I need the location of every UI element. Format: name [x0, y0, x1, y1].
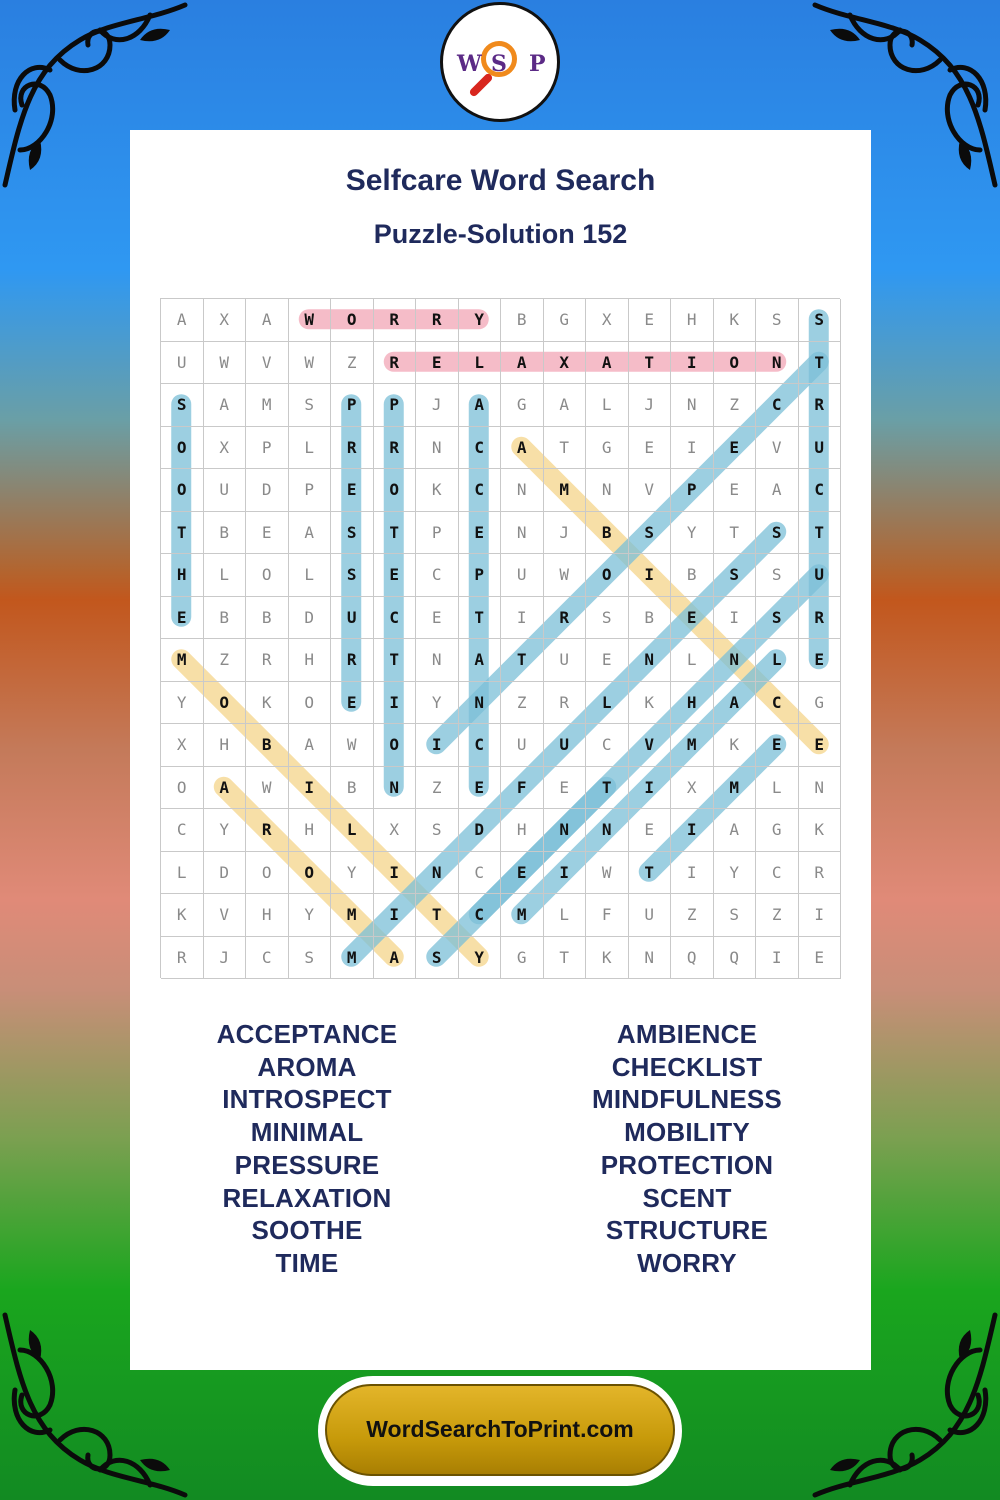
word-list-item: MOBILITY [624, 1117, 750, 1148]
word-list-item: PRESSURE [234, 1149, 380, 1180]
grid-cell[interactable]: O [586, 554, 629, 597]
grid-cell[interactable]: N [756, 342, 799, 385]
grid-cell[interactable]: L [331, 809, 374, 852]
grid-cell[interactable]: A [204, 767, 247, 810]
grid-cell[interactable]: H [671, 299, 714, 342]
grid-cell[interactable]: N [544, 809, 587, 852]
logo-letter-w: W [457, 51, 482, 77]
grid-cell[interactable]: T [501, 639, 544, 682]
grid-cell[interactable]: O [289, 852, 332, 895]
grid-cell[interactable]: L [459, 342, 502, 385]
grid-cell[interactable]: O [331, 299, 374, 342]
grid-cell[interactable]: E [799, 937, 842, 980]
grid-cell[interactable]: E [416, 342, 459, 385]
grid-cell[interactable]: N [799, 767, 842, 810]
grid-cell[interactable]: C [756, 384, 799, 427]
grid-cell[interactable]: S [714, 894, 757, 937]
grid-cell[interactable]: L [544, 894, 587, 937]
grid-cell[interactable]: P [289, 469, 332, 512]
grid-cell[interactable]: E [374, 554, 417, 597]
grid-cell[interactable]: G [544, 299, 587, 342]
word-search-board [160, 298, 840, 978]
grid-cell[interactable]: I [416, 724, 459, 767]
grid-cell[interactable]: B [204, 597, 247, 640]
grid-cell[interactable]: S [756, 299, 799, 342]
grid-cell[interactable]: L [161, 852, 204, 895]
grid-cell[interactable]: E [799, 639, 842, 682]
grid-cell[interactable]: T [586, 767, 629, 810]
grid-cell[interactable]: Y [671, 512, 714, 555]
grid-cell[interactable]: I [629, 554, 672, 597]
grid-cell[interactable]: Z [501, 682, 544, 725]
grid-cell[interactable]: R [799, 597, 842, 640]
grid-cell[interactable]: D [459, 809, 502, 852]
grid-cell[interactable]: B [501, 299, 544, 342]
grid-cell[interactable]: R [544, 682, 587, 725]
grid-cell[interactable]: T [374, 512, 417, 555]
grid-cell[interactable]: N [416, 852, 459, 895]
grid-cell[interactable]: A [459, 384, 502, 427]
word-list-item: AMBIENCE [616, 1019, 758, 1049]
grid-cell[interactable]: N [586, 809, 629, 852]
grid-cell[interactable]: E [161, 597, 204, 640]
grid-cell[interactable]: B [629, 597, 672, 640]
grid-cell[interactable]: U [161, 342, 204, 385]
page-title: Selfcare Word Search [345, 164, 656, 197]
grid-cell[interactable]: M [544, 469, 587, 512]
grid-cell[interactable]: C [374, 597, 417, 640]
logo-letter-p: P [529, 51, 546, 77]
grid-cell[interactable]: T [799, 342, 842, 385]
grid-cell[interactable]: N [671, 384, 714, 427]
grid-cell[interactable]: O [246, 852, 289, 895]
grid-cell[interactable]: E [416, 597, 459, 640]
grid-cell[interactable]: E [246, 512, 289, 555]
grid-cell[interactable]: K [799, 809, 842, 852]
grid-cell[interactable]: N [501, 469, 544, 512]
grid-cell[interactable]: E [629, 809, 672, 852]
grid-cell[interactable]: O [714, 342, 757, 385]
word-list-item: WORRY [637, 1247, 737, 1278]
grid-cell[interactable]: P [671, 469, 714, 512]
grid-cell[interactable]: Z [331, 342, 374, 385]
grid-cell[interactable]: C [459, 894, 502, 937]
grid-cell[interactable]: O [246, 554, 289, 597]
grid-cell[interactable]: K [714, 724, 757, 767]
grid-cell[interactable]: F [586, 894, 629, 937]
grid-cell[interactable]: E [459, 767, 502, 810]
grid-cell[interactable]: L [289, 554, 332, 597]
logo-letter-s: S [491, 51, 507, 77]
word-list-left-column [122, 1018, 492, 1280]
grid-cell[interactable]: A [714, 809, 757, 852]
grid-cell[interactable]: I [374, 894, 417, 937]
word-list-item: RELAXATION [222, 1182, 392, 1213]
grid-cell[interactable]: R [374, 299, 417, 342]
grid-cell[interactable]: C [756, 682, 799, 725]
grid-cell[interactable]: Q [714, 937, 757, 980]
grid-cell[interactable]: C [459, 852, 502, 895]
grid-cell[interactable]: A [714, 682, 757, 725]
grid-cell[interactable]: W [204, 342, 247, 385]
grid-cell[interactable]: Y [714, 852, 757, 895]
word-list-item: MINDFULNESS [592, 1084, 782, 1115]
grid-cell[interactable]: S [756, 554, 799, 597]
site-link-label: WordSearchToPrint.com [366, 1416, 634, 1442]
grid-cell[interactable]: F [501, 767, 544, 810]
grid-cell[interactable]: X [374, 809, 417, 852]
grid-cell[interactable]: Y [289, 894, 332, 937]
grid-cell[interactable]: H [289, 809, 332, 852]
grid-cell[interactable]: A [289, 512, 332, 555]
grid-cell[interactable]: Y [331, 852, 374, 895]
grid-cell[interactable]: T [416, 894, 459, 937]
grid-cell[interactable]: C [459, 724, 502, 767]
page-subtitle: Puzzle-Solution 152 [373, 219, 628, 249]
grid-cell[interactable]: T [629, 852, 672, 895]
grid-cell[interactable]: I [544, 852, 587, 895]
grid-cell[interactable]: E [331, 682, 374, 725]
grid-cell[interactable]: E [714, 427, 757, 470]
grid-cell[interactable]: K [416, 469, 459, 512]
grid-cell[interactable]: N [416, 427, 459, 470]
grid-cell[interactable]: V [756, 427, 799, 470]
grid-cell[interactable]: N [416, 639, 459, 682]
grid-cell[interactable]: U [799, 427, 842, 470]
grid-cell[interactable]: H [161, 554, 204, 597]
grid-cell[interactable]: U [204, 469, 247, 512]
site-logo[interactable] [440, 2, 560, 122]
puzzle-card [130, 130, 871, 1370]
grid-cell[interactable]: S [756, 597, 799, 640]
grid-cell[interactable]: K [629, 682, 672, 725]
grid-cell[interactable]: L [756, 767, 799, 810]
grid-cell[interactable]: N [714, 639, 757, 682]
grid-cell[interactable]: I [756, 937, 799, 980]
grid-cell[interactable]: W [289, 342, 332, 385]
grid-cell[interactable]: A [374, 937, 417, 980]
word-list-item: INTROSPECT [222, 1084, 392, 1115]
grid-cell[interactable]: U [799, 554, 842, 597]
grid-cell[interactable]: E [671, 597, 714, 640]
grid-cell[interactable]: W [331, 724, 374, 767]
grid-cell[interactable]: U [501, 554, 544, 597]
grid-cell[interactable]: I [501, 597, 544, 640]
grid-cell[interactable]: A [756, 469, 799, 512]
grid-cell[interactable]: S [756, 512, 799, 555]
grid-cell[interactable]: X [204, 299, 247, 342]
grid-cell[interactable]: N [374, 767, 417, 810]
grid-cell[interactable]: P [459, 554, 502, 597]
grid-cell[interactable]: B [204, 512, 247, 555]
grid-cell[interactable]: M [246, 384, 289, 427]
grid-cell[interactable]: Z [671, 894, 714, 937]
grid-cell[interactable]: L [586, 682, 629, 725]
grid-cell[interactable]: A [289, 724, 332, 767]
grid-cell[interactable]: H [671, 682, 714, 725]
grid-cell[interactable]: I [799, 894, 842, 937]
grid-cell[interactable]: B [586, 512, 629, 555]
grid-cell[interactable]: A [501, 427, 544, 470]
grid-cell[interactable]: A [246, 299, 289, 342]
grid-cell[interactable]: M [331, 937, 374, 980]
grid-cell[interactable]: I [374, 682, 417, 725]
grid-cell[interactable]: G [756, 809, 799, 852]
grid-cell[interactable]: E [629, 299, 672, 342]
grid-cell[interactable]: T [799, 512, 842, 555]
grid-cell[interactable]: M [161, 639, 204, 682]
grid-cell[interactable]: L [586, 384, 629, 427]
word-list-item: SCENT [642, 1182, 732, 1213]
word-list-item: TIME [275, 1247, 339, 1278]
grid-cell[interactable]: X [204, 427, 247, 470]
word-list-item: MINIMAL [250, 1117, 364, 1148]
grid-cell[interactable]: A [459, 639, 502, 682]
grid-cell[interactable]: S [416, 809, 459, 852]
grid-cell[interactable]: W [289, 299, 332, 342]
grid-cell[interactable]: T [544, 427, 587, 470]
grid-cell[interactable]: I [671, 427, 714, 470]
grid-cell[interactable]: C [246, 937, 289, 980]
grid-cell[interactable]: C [459, 427, 502, 470]
grid-cell[interactable]: R [799, 852, 842, 895]
grid-cell[interactable]: H [289, 639, 332, 682]
grid-cell[interactable]: W [544, 554, 587, 597]
word-list-item: CHECKLIST [611, 1051, 763, 1082]
grid-cell[interactable]: K [246, 682, 289, 725]
grid-cell[interactable]: P [374, 384, 417, 427]
grid-cell[interactable]: I [671, 852, 714, 895]
grid-cell[interactable]: T [629, 342, 672, 385]
grid-cell[interactable]: C [459, 469, 502, 512]
grid-cell[interactable]: E [501, 852, 544, 895]
grid-cell[interactable]: T [714, 512, 757, 555]
grid-cell[interactable]: I [714, 597, 757, 640]
grid-cell[interactable]: L [671, 639, 714, 682]
grid-cell[interactable]: M [331, 894, 374, 937]
grid-cell[interactable]: R [544, 597, 587, 640]
grid-cell[interactable]: C [756, 852, 799, 895]
grid-cell[interactable]: L [204, 554, 247, 597]
grid-cell[interactable]: R [799, 384, 842, 427]
grid-cell[interactable]: M [671, 724, 714, 767]
grid-cell[interactable]: H [246, 894, 289, 937]
grid-cell[interactable]: R [416, 299, 459, 342]
grid-cell[interactable]: R [246, 639, 289, 682]
word-list-right-column [502, 1018, 872, 1280]
grid-cell[interactable]: S [289, 937, 332, 980]
grid-cell[interactable]: E [714, 469, 757, 512]
grid-cell[interactable]: X [161, 724, 204, 767]
grid-cell[interactable]: Z [714, 384, 757, 427]
grid-cell[interactable]: J [204, 937, 247, 980]
grid-cell[interactable]: D [246, 469, 289, 512]
grid-cell[interactable]: W [586, 852, 629, 895]
grid-cell[interactable]: B [331, 767, 374, 810]
grid-cell[interactable]: I [671, 342, 714, 385]
grid-cell[interactable]: E [544, 767, 587, 810]
grid-cell[interactable]: T [544, 937, 587, 980]
grid-cell[interactable]: Y [459, 299, 502, 342]
grid-cell[interactable]: H [204, 724, 247, 767]
grid-cell[interactable]: Y [416, 682, 459, 725]
grid-cell[interactable]: K [586, 937, 629, 980]
grid-cell[interactable]: N [501, 512, 544, 555]
grid-cell[interactable]: D [204, 852, 247, 895]
grid-cell[interactable]: P [416, 512, 459, 555]
grid-cell[interactable]: O [161, 767, 204, 810]
grid-cell[interactable]: Z [756, 894, 799, 937]
grid-cell[interactable]: O [161, 427, 204, 470]
grid-cell[interactable]: I [374, 852, 417, 895]
grid-cell[interactable]: C [586, 724, 629, 767]
grid-cell[interactable]: N [459, 682, 502, 725]
grid-cell[interactable]: Z [204, 639, 247, 682]
grid-cell[interactable]: R [374, 427, 417, 470]
grid-cell[interactable]: S [331, 554, 374, 597]
grid-cell[interactable]: E [799, 724, 842, 767]
grid-cell[interactable]: B [671, 554, 714, 597]
grid-cell[interactable]: U [501, 724, 544, 767]
grid-cell[interactable]: Z [416, 767, 459, 810]
grid-cell[interactable]: E [629, 427, 672, 470]
grid-cell[interactable]: W [246, 767, 289, 810]
grid-cell[interactable]: C [799, 469, 842, 512]
word-list-item: PROTECTION [600, 1149, 774, 1180]
grid-cell[interactable]: U [331, 597, 374, 640]
grid-cell[interactable]: D [289, 597, 332, 640]
grid-cell[interactable]: A [586, 342, 629, 385]
grid-cell[interactable]: S [714, 554, 757, 597]
grid-cell[interactable]: L [756, 639, 799, 682]
grid-cell[interactable]: V [246, 342, 289, 385]
grid-cell[interactable]: J [544, 512, 587, 555]
grid-cell[interactable]: P [331, 384, 374, 427]
grid-cell[interactable]: T [374, 639, 417, 682]
word-list-item: ACCEPTANCE [216, 1019, 398, 1049]
grid-cell[interactable]: E [756, 724, 799, 767]
grid-cell[interactable]: O [374, 724, 417, 767]
grid-cell[interactable]: T [459, 597, 502, 640]
grid-cell[interactable]: I [671, 809, 714, 852]
grid-cell[interactable]: G [799, 682, 842, 725]
grid-cell[interactable]: Y [204, 809, 247, 852]
grid-cell[interactable]: S [289, 384, 332, 427]
grid-cell[interactable]: K [714, 299, 757, 342]
grid-cell[interactable]: S [161, 384, 204, 427]
grid-cell[interactable]: B [246, 724, 289, 767]
grid-cell[interactable]: N [629, 937, 672, 980]
grid-cell[interactable]: S [799, 299, 842, 342]
grid-cell[interactable]: K [161, 894, 204, 937]
grid-cell[interactable]: V [629, 469, 672, 512]
grid-cell[interactable]: X [671, 767, 714, 810]
grid-cell[interactable]: I [629, 767, 672, 810]
grid-cell[interactable]: V [204, 894, 247, 937]
grid-cell[interactable]: N [629, 639, 672, 682]
grid-cell[interactable]: M [714, 767, 757, 810]
grid-cell[interactable]: V [629, 724, 672, 767]
grid-cell[interactable]: H [501, 809, 544, 852]
grid-cell[interactable]: X [586, 299, 629, 342]
word-list-item: AROMA [257, 1051, 357, 1082]
grid-cell[interactable]: U [544, 639, 587, 682]
letter-grid [160, 298, 840, 978]
grid-cell[interactable]: A [204, 384, 247, 427]
grid-cell[interactable]: S [586, 597, 629, 640]
grid-cell[interactable]: E [586, 639, 629, 682]
grid-cell[interactable]: R [331, 639, 374, 682]
grid-cell[interactable]: T [161, 512, 204, 555]
grid-cell[interactable]: P [246, 427, 289, 470]
grid-cell[interactable]: A [501, 342, 544, 385]
grid-cell[interactable]: Q [671, 937, 714, 980]
grid-cell[interactable]: Y [459, 937, 502, 980]
grid-cell[interactable]: M [501, 894, 544, 937]
word-list-item: STRUCTURE [605, 1215, 769, 1246]
grid-cell[interactable]: U [544, 724, 587, 767]
grid-cell[interactable]: Y [161, 682, 204, 725]
grid-cell[interactable]: G [586, 427, 629, 470]
grid-cell[interactable]: R [161, 937, 204, 980]
grid-cell[interactable]: O [161, 469, 204, 512]
grid-cell[interactable]: O [204, 682, 247, 725]
word-list-item: SOOTHE [251, 1215, 363, 1246]
grid-cell[interactable]: I [289, 767, 332, 810]
grid-cell[interactable]: A [161, 299, 204, 342]
grid-cell[interactable]: J [416, 384, 459, 427]
grid-cell[interactable]: R [374, 342, 417, 385]
grid-cell[interactable]: U [629, 894, 672, 937]
grid-cell[interactable]: R [246, 809, 289, 852]
grid-cell[interactable]: C [416, 554, 459, 597]
grid-cell[interactable]: E [459, 512, 502, 555]
grid-cell[interactable]: G [501, 384, 544, 427]
grid-cell[interactable]: S [416, 937, 459, 980]
grid-cell[interactable]: X [544, 342, 587, 385]
grid-cell[interactable]: J [629, 384, 672, 427]
grid-cell[interactable]: O [374, 469, 417, 512]
site-link-button[interactable] [318, 1376, 682, 1486]
grid-cell[interactable]: G [501, 937, 544, 980]
grid-cell[interactable]: R [331, 427, 374, 470]
grid-cell[interactable]: N [586, 469, 629, 512]
grid-cell[interactable]: L [289, 427, 332, 470]
grid-cell[interactable]: S [629, 512, 672, 555]
grid-cell[interactable]: B [246, 597, 289, 640]
grid-cell[interactable]: C [161, 809, 204, 852]
grid-cell[interactable]: A [544, 384, 587, 427]
grid-cell[interactable]: S [331, 512, 374, 555]
grid-cell[interactable]: O [289, 682, 332, 725]
grid-cell[interactable]: E [331, 469, 374, 512]
